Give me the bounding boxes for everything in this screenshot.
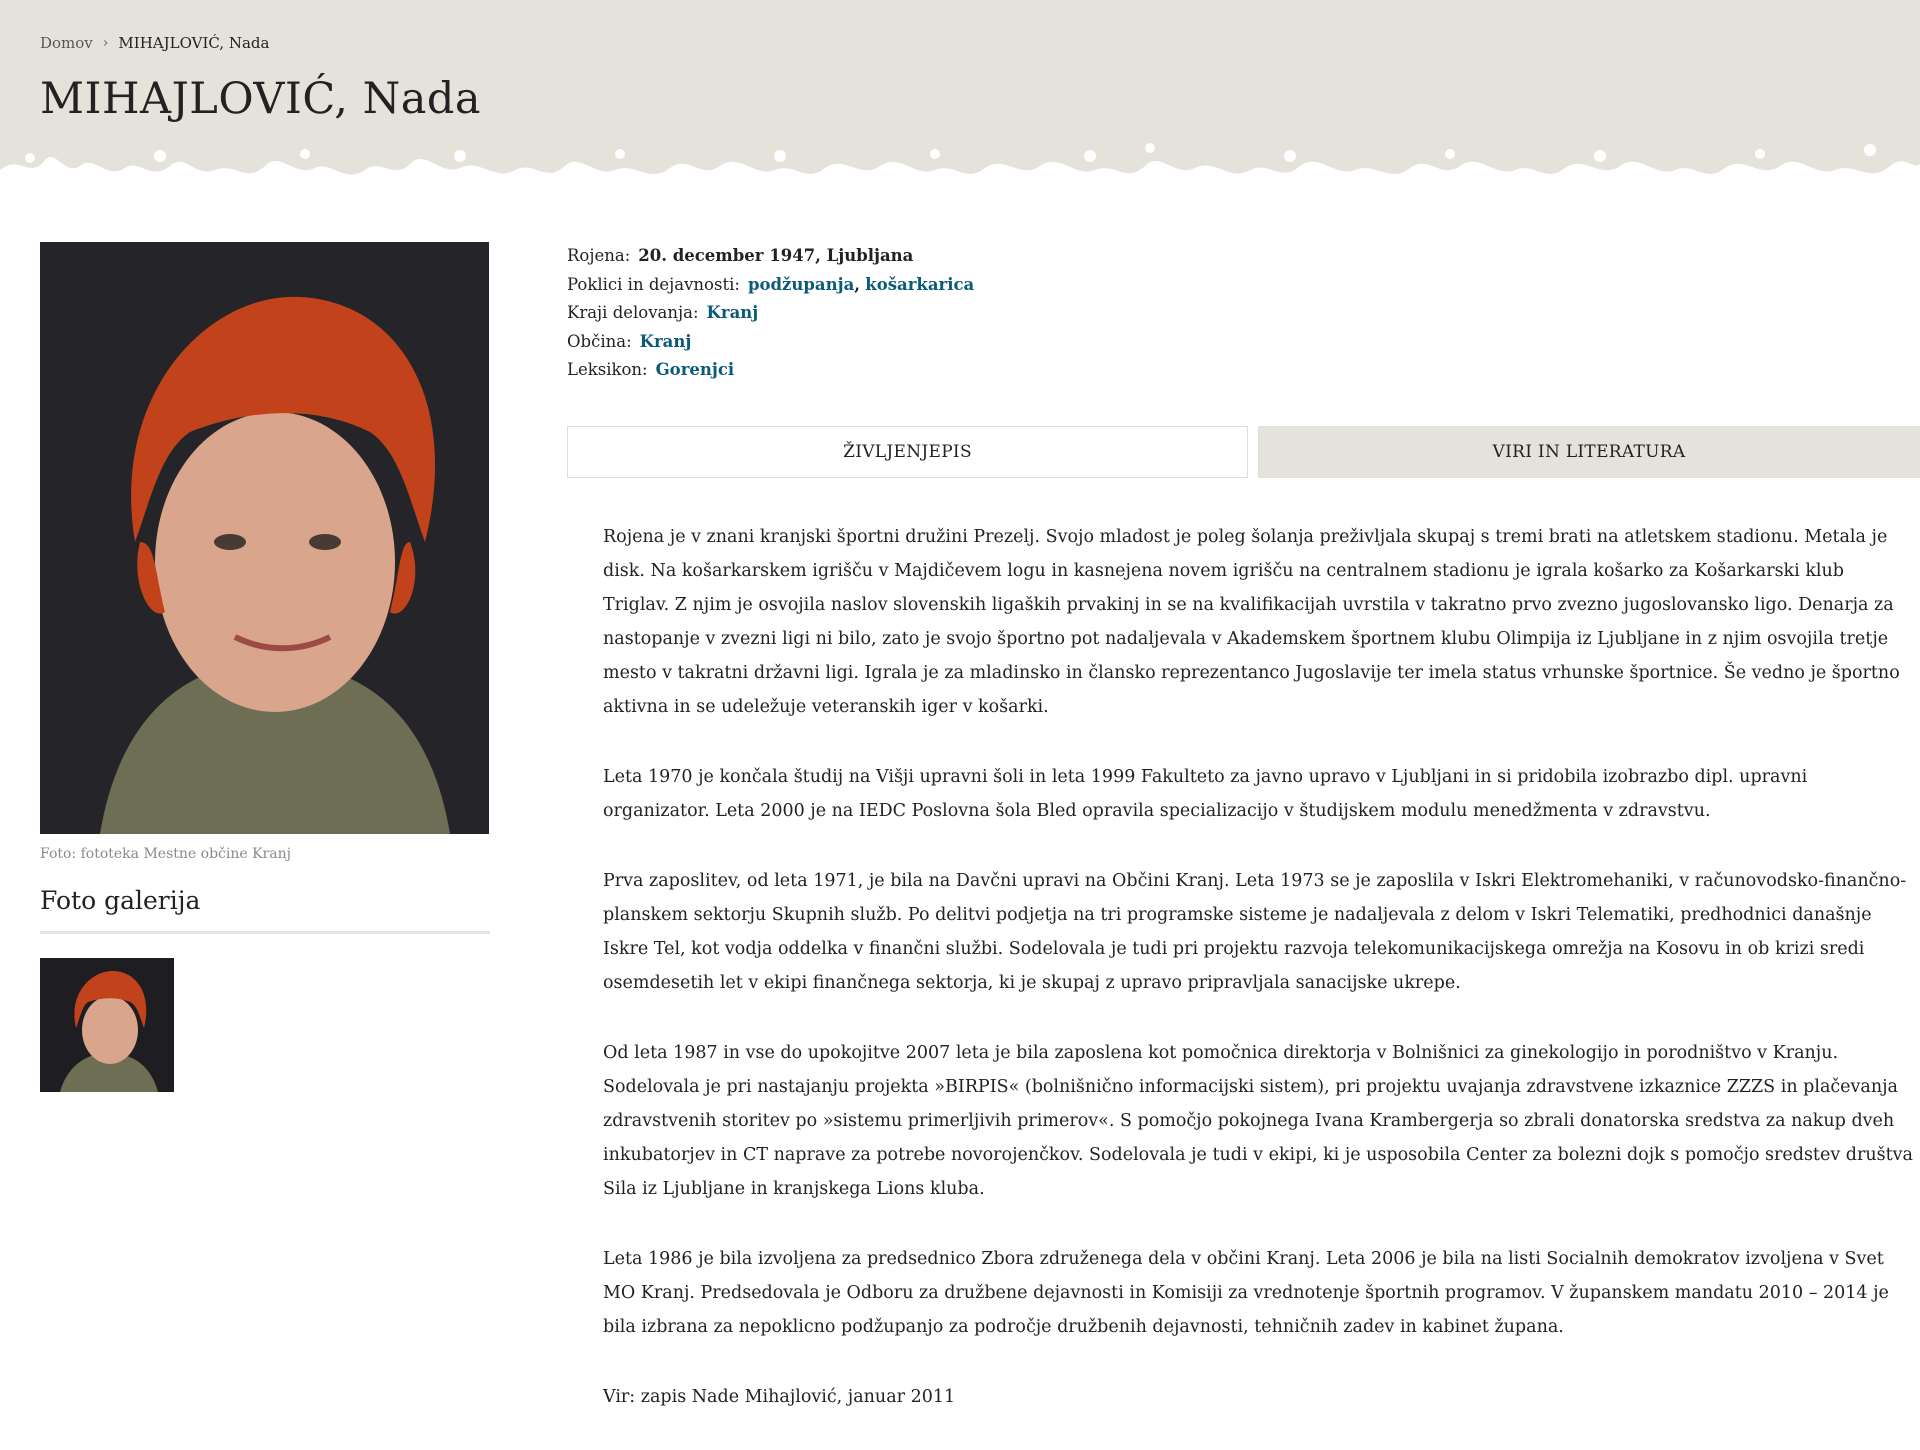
info-born — [567, 242, 974, 271]
professions-label: Poklici in dejavnosti: — [567, 274, 740, 294]
person-info — [567, 242, 974, 385]
professions-separator: , — [854, 274, 861, 294]
breadcrumb — [40, 34, 269, 52]
born-label: Rojena: — [567, 246, 631, 265]
page-title: MIHAJLOVIĆ, Nada — [40, 74, 482, 124]
breadcrumb-home-link[interactable]: Domov — [40, 34, 93, 52]
info-professions — [567, 271, 974, 300]
gallery-thumbnail[interactable] — [40, 958, 174, 1092]
info-municipality — [567, 328, 974, 357]
municipality-label: Občina: — [567, 331, 632, 351]
biography-paragraph: Rojena je v znani kranjski športni družini Prezelj. Svojo mladost je poleg šolanja preživljala skupaj s tremi brati na atletskem stadionu. Metala je disk. Na košarkarskem igrišču v Majdičevem logu in kasnejena novem igrišču na centralnem stadionu je igrala košarko za Košarkarski klub Triglav. Z njim je osvojila naslov slovenskih ligaških prvakinj in se na kvalifikacijah uvrstila v takratno prvo zvezno jugoslovansko ligo. Denarja za nastopanje v zvezni ligi ni bilo, zato je svojo športno pot nadaljevala v Akademskem športnem klubu Olimpija iz Ljubljane in z njim osvojila tretje mesto v takratni državni ligi. Igrala je za mladinsko in člansko reprezentanco Jugoslavije ter imela status vrhunske športnice. Še vedno je športno aktivna in se udeležuje veteranskih iger v košarki. — [603, 527, 1900, 717]
municipality-link[interactable]: Kranj — [639, 331, 692, 351]
lexicon-link[interactable]: Gorenjci — [655, 360, 735, 379]
info-lexicon — [567, 356, 974, 385]
photo-gallery — [40, 958, 490, 1092]
header-torn-edge — [0, 140, 1920, 210]
lexicon-label: Leksikon: — [567, 360, 648, 379]
biography-paragraph: Leta 1970 je končala študij na Višji upravni šoli in leta 1999 Fakulteto za javno upravo v Ljubljani in si pridobila izobrazbo dipl. upravni organizator. Leta 2000 je na IEDC Poslovna šola Bled opravila specializacijo v študijskem modulu menedžmenta v zdravstvu. — [603, 767, 1808, 821]
tab-sources-literature[interactable]: VIRI IN LITERATURA — [1258, 426, 1920, 478]
region-link[interactable]: Kranj — [706, 303, 759, 322]
left-column — [40, 242, 490, 1092]
photo-credit: Foto: fototeka Mestne občine Kranj — [40, 846, 291, 862]
info-regions — [567, 299, 974, 328]
profession-link-deputy-mayor[interactable]: podžupanja — [747, 274, 855, 294]
gallery-title: Foto galerija — [40, 886, 490, 934]
portrait-photo[interactable] — [40, 242, 489, 834]
content-tabs — [567, 426, 1920, 478]
regions-label: Kraji delovanja: — [567, 303, 699, 322]
biography-paragraph: Leta 1986 je bila izvoljena za predsednico Zbora združenega dela v občini Kranj. Leta 2006 je bila na listi Socialnih demokratov izvoljena v Svet MO Kranj. Predsedovala je Odboru za družbene dejavnosti in Komisiji za vrednotenje športnih programov. V županskem mandatu 2010 – 2014 je bila izbrana za nepoklicno podžupanjo za področje družbenih dejavnosti, tehničnih zadev in kabinet župana. — [603, 1249, 1889, 1337]
tab-biography[interactable]: ŽIVLJENJEPIS — [567, 426, 1248, 478]
biography-content — [603, 520, 1913, 1450]
page-header — [0, 0, 1920, 210]
born-value: 20. december 1947, Ljubljana — [638, 246, 914, 265]
biography-paragraph: Prva zaposlitev, od leta 1971, je bila na Davčni upravi na Občini Kranj. Leta 1973 se je zaposlila v Iskri Elektromehaniki, v računovodsko-finančno-planskem sektorju Skupnih služb. Po delitvi podjetja na tri programske sisteme je nadaljevala z delom v Iskri Telematiki, predhodnici današnje Iskre Tel, kot vodja oddelka v finančni službi. Sodelovala je tudi pri projektu razvoja telekomunikacijskega omrežja na Kosovu in ob krizi sredi osemdesetih let v ekipi finančnega sektorja, ki je skupaj z upravo pripravljala sanacijske ukrepe. — [603, 871, 1907, 993]
chevron-right-icon: › — [102, 35, 109, 51]
profession-link-basketball[interactable]: košarkarica — [865, 274, 975, 294]
biography-paragraph: Od leta 1987 in vse do upokojitve 2007 leta je bila zaposlena kot pomočnica direktorja v Bolnišnici za ginekologijo in porodništvo v Kranju. Sodelovala je pri nastajanju projekta »BIRPIS« (bolnišnično informacijski sistem), pri projektu uvajanja zdravstvene izkaznice ZZZS in plačevanja zdravstvenih storitev po »sistemu primerljivih primerov«. S pomočjo pokojnega Ivana Krambergerja so zbrali donatorska sredstva za nakup dveh inkubatorjev in CT naprave za potrebe novorojenčkov. Sodelovala je tudi v ekipi, ki je usposobila Center za bolezni dojk s pomočjo sredstev društva Sila iz Ljubljane in kranjskega Lions kluba. — [603, 1043, 1913, 1199]
biography-source: Vir: zapis Nade Mihajlović, januar 2011 — [603, 1387, 956, 1407]
breadcrumb-current: MIHAJLOVIĆ, Nada — [118, 34, 270, 52]
